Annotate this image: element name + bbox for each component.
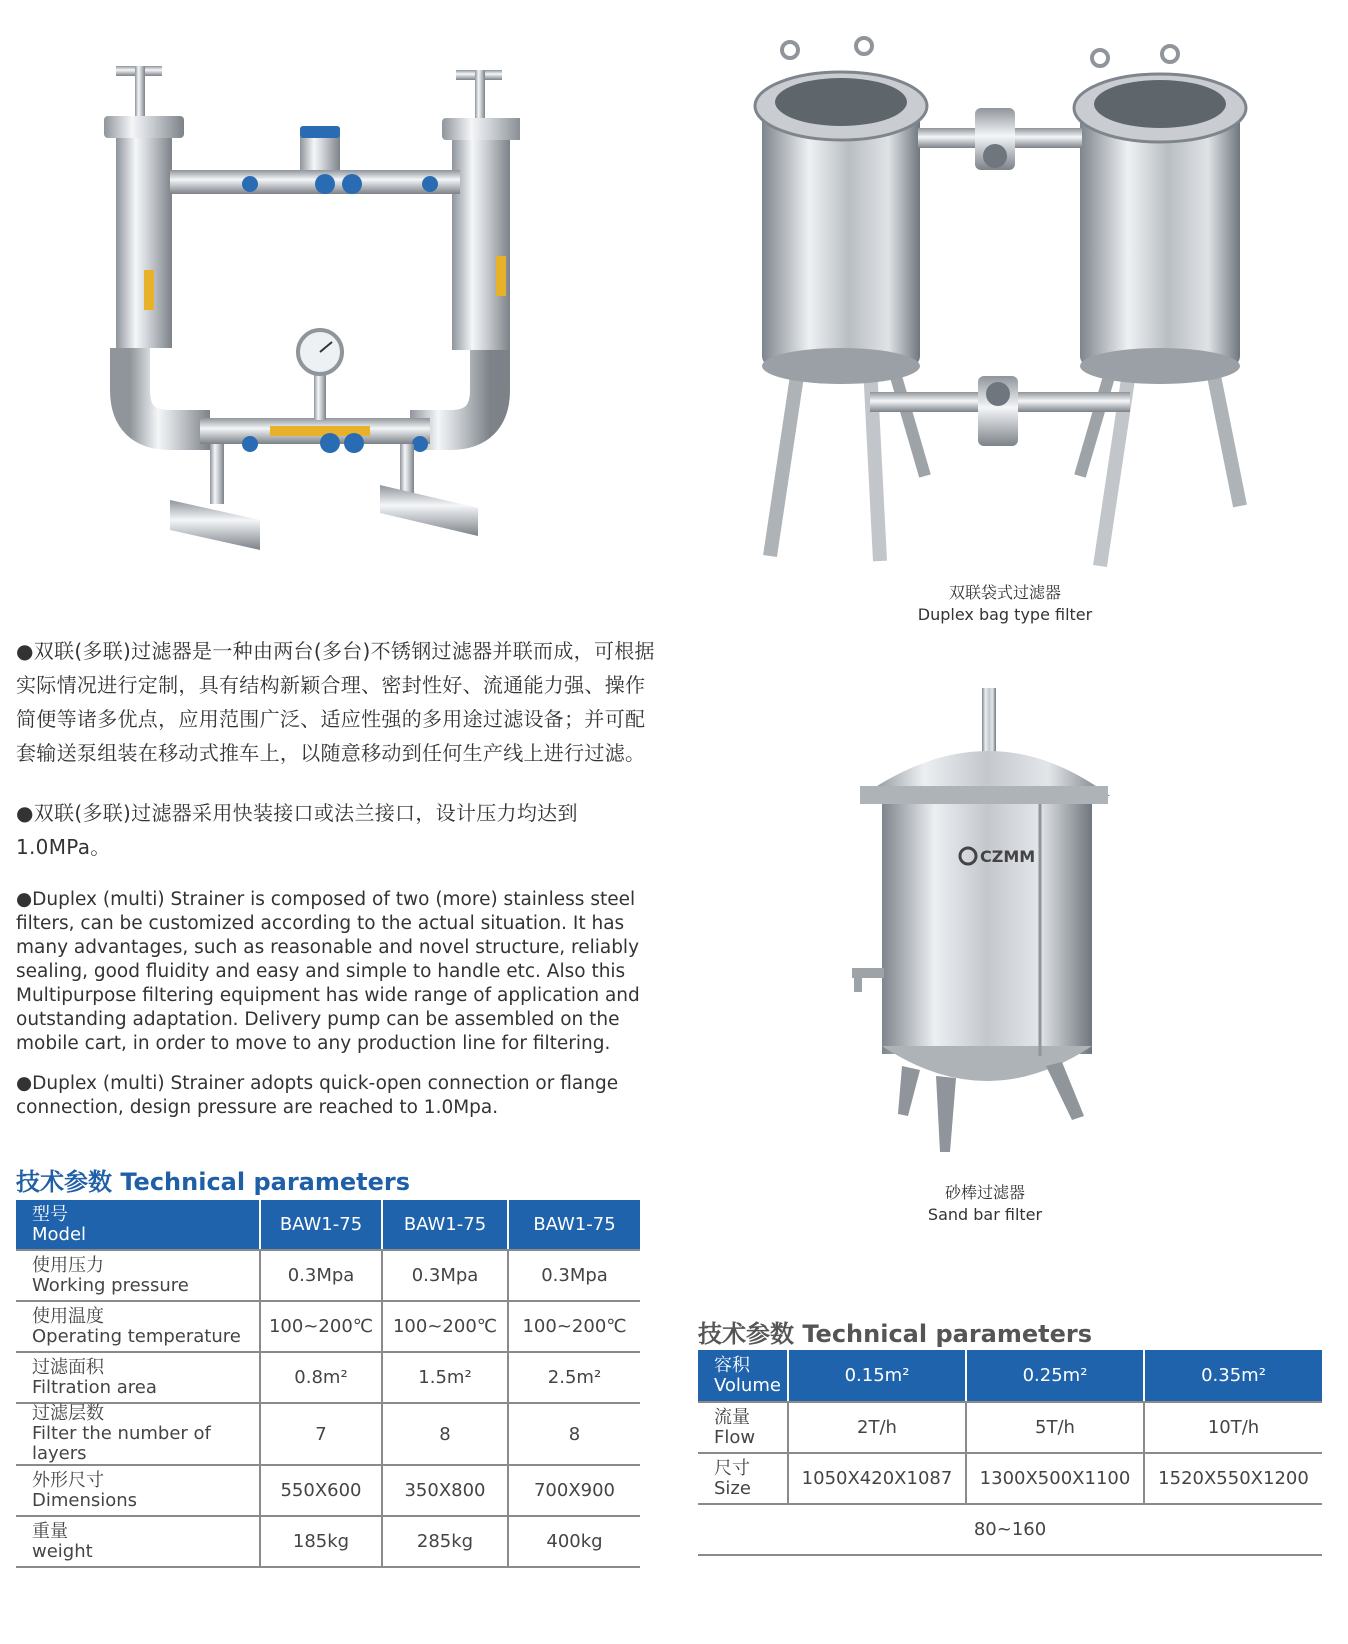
table-cell: 0.3Mpa — [508, 1250, 640, 1301]
table-row — [16, 1516, 640, 1567]
row-label-en: Flow — [714, 1426, 756, 1448]
table-row — [16, 1465, 640, 1516]
table-cell: 550X600 — [260, 1465, 382, 1516]
table-cell: 2.5m² — [508, 1352, 640, 1403]
row-label-cn: 过滤层数 — [32, 1403, 104, 1424]
table2-footer-value: 80~160 — [698, 1504, 1322, 1555]
row-label-en: weight — [32, 1540, 93, 1562]
table-cell: 100~200℃ — [260, 1301, 382, 1352]
table-cell: 1.5m² — [382, 1352, 508, 1403]
row-label-cn: 使用压力 — [32, 1254, 104, 1276]
table2-header-en: Volume — [714, 1374, 781, 1396]
row-label-cn: 流量 — [714, 1406, 750, 1428]
table2-header-volume: 0.35m² — [1144, 1350, 1322, 1402]
duplex-bag-caption — [830, 582, 1180, 626]
row-label-en: Dimensions — [32, 1489, 138, 1511]
row-label-en: Filter the number of layers — [32, 1423, 211, 1464]
table-row — [16, 1250, 640, 1301]
table1-header-en: Model — [32, 1223, 87, 1245]
duplex-bag-caption-en: Duplex bag type filter — [917, 605, 1093, 624]
table2-title: 技术参数 Technical parameters — [698, 1320, 1093, 1348]
row-label — [16, 1516, 260, 1567]
description-cn-2: ●双联(多联)过滤器采用快装接口或法兰接口，设计压力均达到1.0MPa。 — [16, 801, 578, 859]
description-en-1: ●Duplex (multi) Strainer is composed of two (more) stainless steel filters, can be customized according to the actual situation. It has many advantages, such as reasonable and novel structure, reliably sealing, good fluidity and easy and simple to handle etc. Also this Multipurpose filtering equipment has wide range of application and outstanding adaptation. Delivery pump can be assembled on the mobile cart, in order to move to any production line for filtering. — [16, 889, 640, 1054]
row-label-cn: 重量 — [32, 1520, 68, 1542]
table1-header-label — [16, 1200, 260, 1250]
row-label-en: Operating temperature — [32, 1325, 241, 1347]
duplex-bag-caption-cn: 双联袋式过滤器 — [948, 583, 1061, 602]
table-cell: 10T/h — [1144, 1402, 1322, 1453]
table1-header-model: BAW1-75 — [382, 1200, 508, 1250]
sand-bar-logo: CZMM — [980, 847, 1036, 866]
table-cell: 7 — [260, 1403, 382, 1465]
table-cell: 1300X500X1100 — [966, 1453, 1144, 1504]
table-cell: 700X900 — [508, 1465, 640, 1516]
table-cell: 8 — [382, 1403, 508, 1465]
row-label-cn: 过滤面积 — [32, 1356, 104, 1378]
table1-header-model: BAW1-75 — [508, 1200, 640, 1250]
table-cell: 1050X420X1087 — [788, 1453, 966, 1504]
table-cell: 185kg — [260, 1516, 382, 1567]
row-label-en: Working pressure — [32, 1274, 189, 1296]
row-label — [16, 1465, 260, 1516]
table-cell: 0.3Mpa — [260, 1250, 382, 1301]
row-label-cn: 使用温度 — [32, 1305, 104, 1327]
table-row — [698, 1504, 1322, 1555]
description-en-2: ●Duplex (multi) Strainer adopts quick-open connection or flange connection, design pressure are reached to 1.0Mpa. — [16, 1073, 619, 1118]
sand-bar-filter-image — [840, 686, 1110, 1162]
table-row — [16, 1352, 640, 1403]
table2-header-volume: 0.25m² — [966, 1350, 1144, 1402]
table1-header-cn: 型号 — [32, 1203, 68, 1225]
table-row — [16, 1301, 640, 1352]
table-cell: 1520X550X1200 — [1144, 1453, 1322, 1504]
table-cell: 2T/h — [788, 1402, 966, 1453]
sand-bar-caption-en: Sand bar filter — [927, 1205, 1043, 1224]
description-cn-1: ●双联(多联)过滤器是一种由两台(多台)不锈钢过滤器并联而成，可根据实际情况进行定制，具有结构新颖合理、密封性好、流通能力强、操作简便等诸多优点，应用范围广泛、适应性强的多用途过滤设备；并可配套输送泵组装在移动式推车上，以随意移动到任何生产线上进行过滤。 — [16, 639, 655, 765]
table-row — [698, 1453, 1322, 1504]
table-cell: 100~200℃ — [382, 1301, 508, 1352]
table2-header-row — [698, 1350, 1322, 1402]
table-cell: 5T/h — [966, 1402, 1144, 1453]
table2-header-label — [698, 1350, 788, 1402]
row-label-cn: 外形尺寸 — [32, 1469, 104, 1491]
table1 — [16, 1200, 640, 1568]
row-label-en: Size — [714, 1477, 751, 1499]
table1-header-model: BAW1-75 — [260, 1200, 382, 1250]
table-cell: 8 — [508, 1403, 640, 1465]
row-label — [16, 1352, 260, 1403]
table-row — [16, 1403, 640, 1465]
table-cell: 0.8m² — [260, 1352, 382, 1403]
table1-title: 技术参数 Technical parameters — [16, 1168, 411, 1196]
table2-header-cn: 容积 — [714, 1354, 750, 1376]
row-label — [16, 1250, 260, 1301]
row-label — [698, 1453, 788, 1504]
table-row — [698, 1402, 1322, 1453]
table2-header-volume: 0.15m² — [788, 1350, 966, 1402]
row-label — [698, 1402, 788, 1453]
table2 — [698, 1350, 1322, 1556]
table-cell: 400kg — [508, 1516, 640, 1567]
duplex-strainer-image — [100, 60, 520, 560]
row-label-en: Filtration area — [32, 1376, 157, 1398]
row-label-cn: 尺寸 — [714, 1457, 750, 1479]
table-cell: 100~200℃ — [508, 1301, 640, 1352]
duplex-bag-filter-image — [750, 36, 1260, 576]
table-cell: 350X800 — [382, 1465, 508, 1516]
table-cell: 0.3Mpa — [382, 1250, 508, 1301]
table1-header-row — [16, 1200, 640, 1250]
sand-bar-caption — [830, 1182, 1140, 1226]
row-label — [16, 1301, 260, 1352]
row-label — [16, 1403, 260, 1465]
table-cell: 285kg — [382, 1516, 508, 1567]
sand-bar-caption-cn: 砂棒过滤器 — [944, 1183, 1025, 1202]
